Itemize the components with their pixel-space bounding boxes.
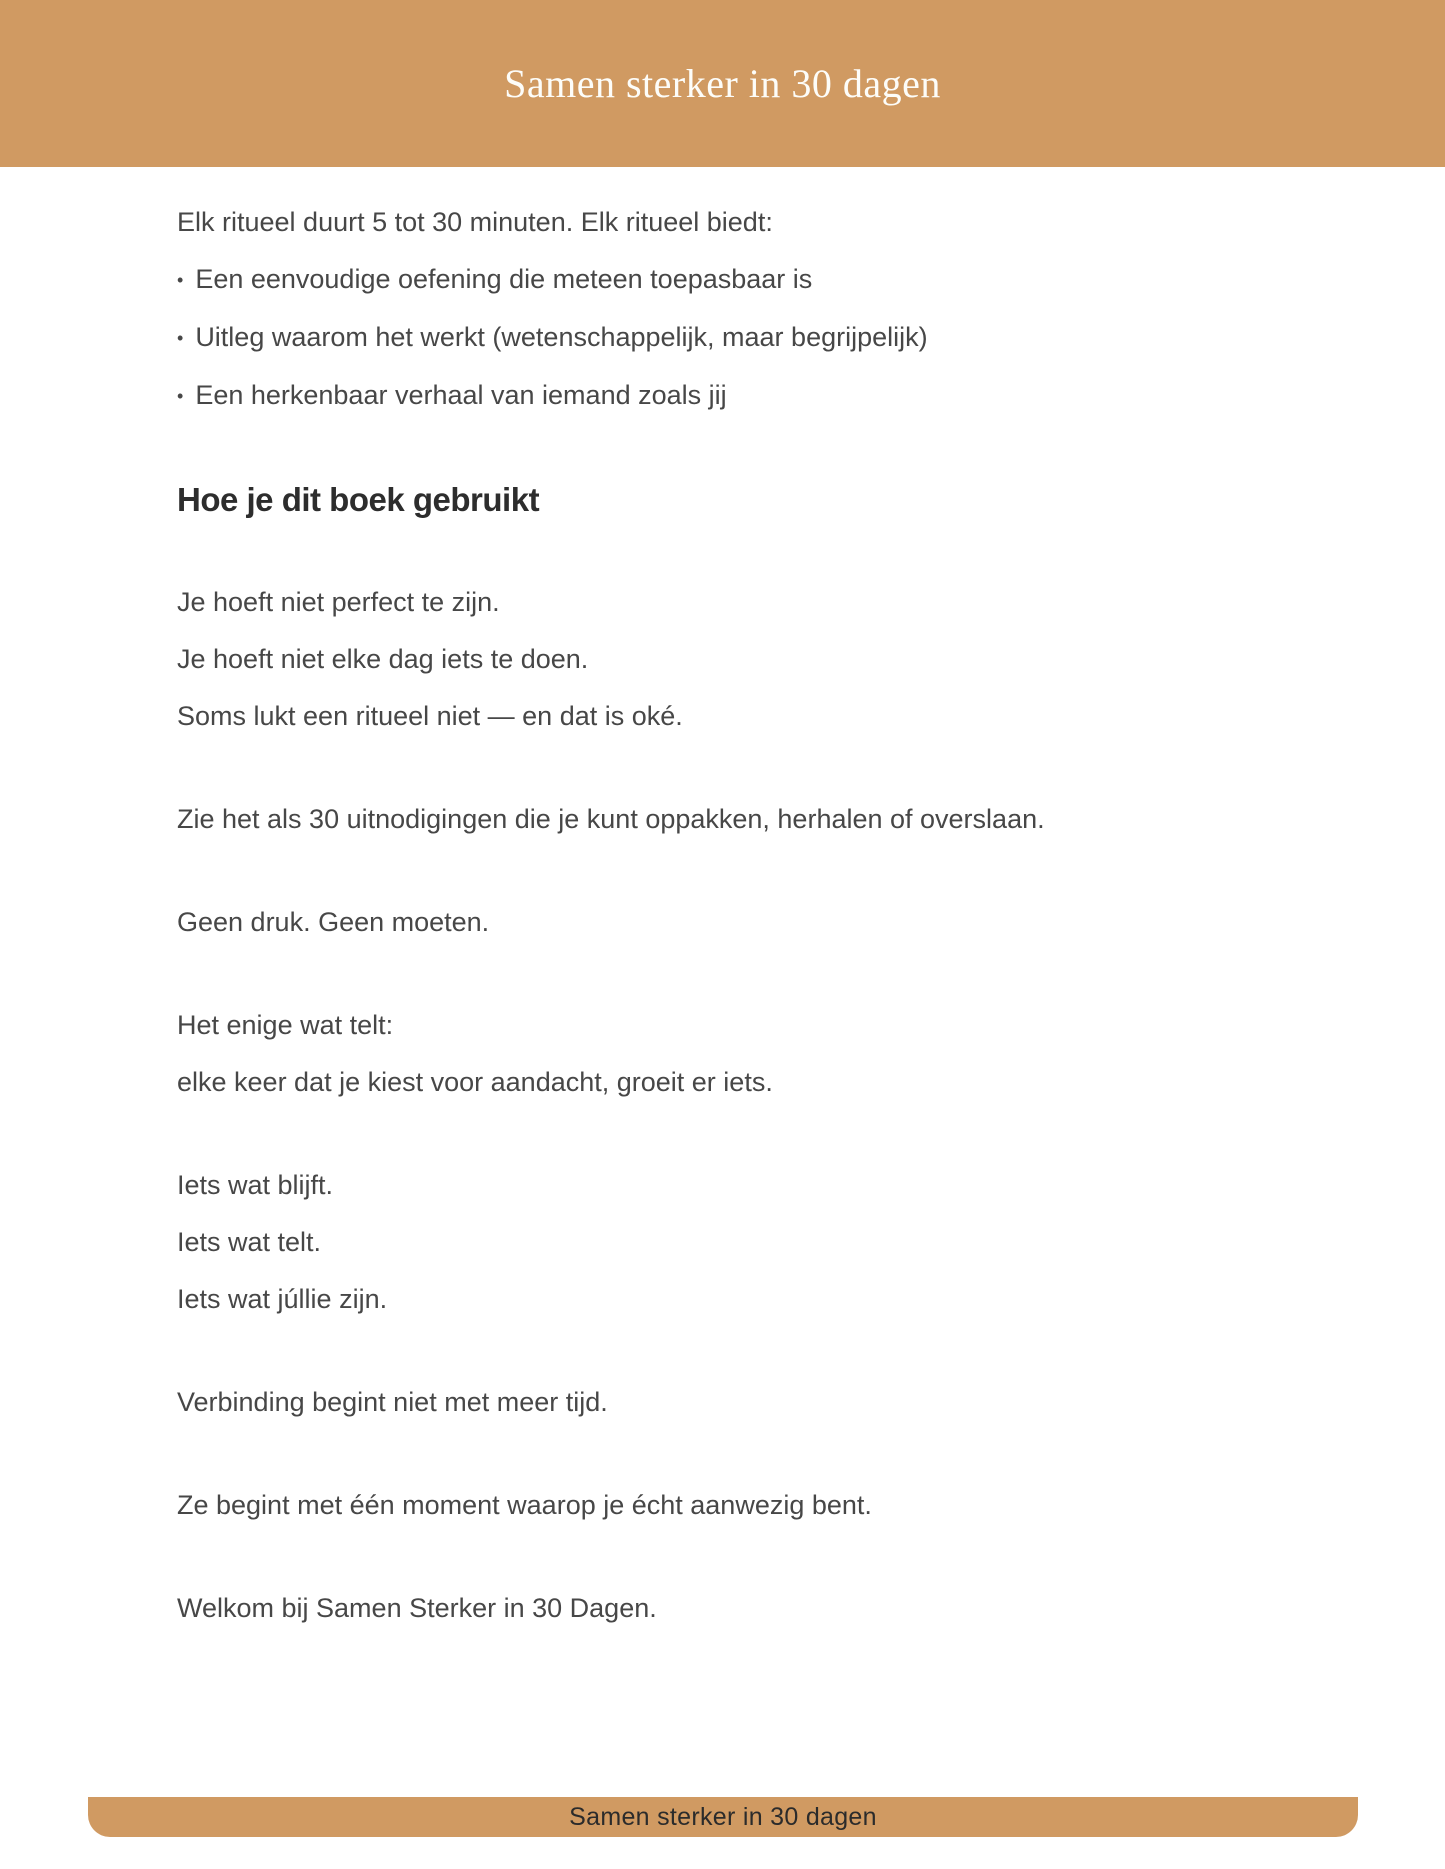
footer-text: Samen sterker in 30 dagen <box>569 1802 877 1831</box>
paragraph <box>177 1580 1355 1637</box>
bullet-icon: • <box>177 328 184 348</box>
bullet-icon: • <box>177 386 184 406</box>
paragraph <box>177 574 1355 745</box>
paragraph <box>177 1477 1355 1534</box>
page-content <box>177 194 1355 1683</box>
text-line: Elk ritueel duurt 5 tot 30 minuten. Elk ritueel biedt: <box>177 207 773 237</box>
text-line: Geen druk. Geen moeten. <box>177 907 490 937</box>
header-banner <box>0 0 1445 167</box>
text-line: Zie het als 30 uitnodigingen die je kunt oppakken, herhalen of overslaan. <box>177 804 1045 834</box>
bullet-item <box>177 251 1355 309</box>
text-line: Ze begint met één moment waarop je écht aanwezig bent. <box>177 1490 872 1520</box>
paragraph <box>177 791 1355 848</box>
text-line: elke keer dat je kiest voor aandacht, groeit er iets. <box>177 1067 773 1097</box>
text-line: Het enige wat telt: <box>177 1010 394 1040</box>
bullet-item <box>177 309 1355 367</box>
paragraph-intro <box>177 194 1355 425</box>
bullet-text: Een eenvoudige oefening die meteen toepasbaar is <box>195 264 813 294</box>
page-title: Samen sterker in 30 dagen <box>504 61 941 106</box>
paragraph <box>177 1157 1355 1328</box>
paragraph <box>177 1374 1355 1431</box>
text-line: Welkom bij Samen Sterker in 30 Dagen. <box>177 1593 657 1623</box>
bullet-icon: • <box>177 270 184 290</box>
bullet-text: Een herkenbaar verhaal van iemand zoals jij <box>195 380 727 410</box>
text-line: Je hoeft niet perfect te zijn. <box>177 587 500 617</box>
bullet-text: Uitleg waarom het werkt (wetenschappelijk, maar begrijpelijk) <box>195 322 928 352</box>
text-line: Je hoeft niet elke dag iets te doen. <box>177 644 589 674</box>
text-line: Iets wat blijft. <box>177 1170 334 1200</box>
paragraph <box>177 997 1355 1111</box>
paragraph <box>177 894 1355 951</box>
section-heading: Hoe je dit boek gebruikt <box>177 481 540 518</box>
text-line: Iets wat júllie zijn. <box>177 1284 388 1314</box>
text-line: Soms lukt een ritueel niet — en dat is oké. <box>177 701 683 731</box>
text-line: Iets wat telt. <box>177 1227 322 1257</box>
bullet-item <box>177 367 1355 425</box>
text-line: Verbinding begint niet met meer tijd. <box>177 1387 608 1417</box>
footer-banner <box>88 1797 1358 1837</box>
